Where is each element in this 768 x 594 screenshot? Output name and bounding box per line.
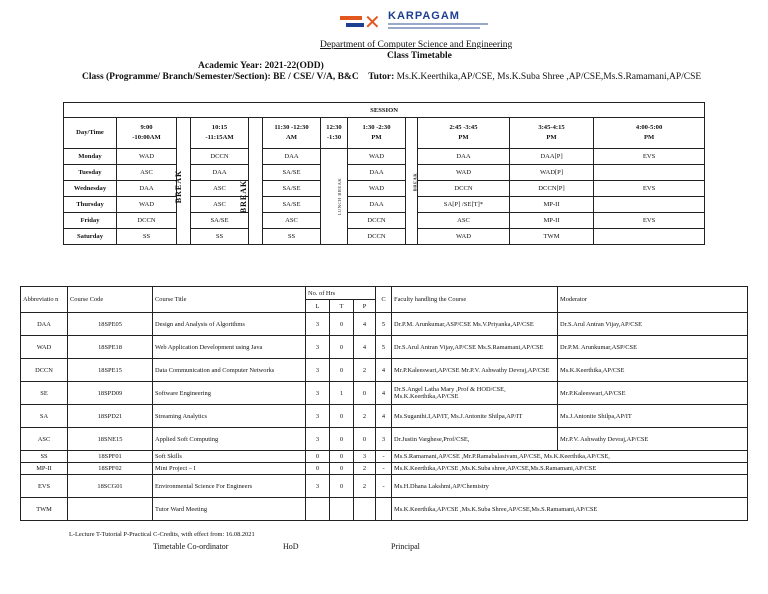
slot-cell: WAD[P] (510, 165, 594, 181)
course-moderator: Dr.P.M. Arunkumar,ASP/CSE (558, 336, 748, 359)
course-l: 3 (306, 475, 330, 498)
period-3-header: 11:30 -12:30 AM (263, 118, 321, 149)
slot-cell (594, 165, 705, 181)
course-l: 0 (306, 451, 330, 463)
department-title: Department of Computer Science and Engineering (320, 40, 513, 50)
slot-cell: DAA (117, 181, 177, 197)
course-title: Design and Analysis of Algorithms (153, 313, 306, 336)
course-row (21, 313, 748, 336)
credits-header: C (376, 287, 392, 313)
slot-cell (594, 197, 705, 213)
day-row (64, 213, 705, 229)
slot-cell: EVS (594, 149, 705, 165)
course-moderator: Ms.K.Keerthika,AP/CSE (558, 359, 748, 382)
course-row (21, 405, 748, 428)
course-p: 0 (354, 428, 376, 451)
course-title: Tutor Ward Meeting (153, 498, 306, 521)
course-faculty: Dr.S.Arul Antran Vijay,AP/CSE Ms.S.Ramamani,AP/CSE (392, 336, 558, 359)
course-t (330, 498, 354, 521)
slot-cell: ASC (191, 197, 249, 213)
academic-year: Academic Year: 2021-22(ODD) (198, 61, 324, 71)
slot-cell: WAD (418, 229, 510, 245)
slot-cell: DAA (348, 197, 406, 213)
slot-cell: DCCN (117, 213, 177, 229)
course-code: 18SPE15 (68, 359, 153, 382)
day-row (64, 229, 705, 245)
course-code: 18SCG01 (68, 475, 153, 498)
timetable-coordinator-signature: Timetable Co-ordinator (153, 542, 229, 551)
slot-cell: ASC (191, 181, 249, 197)
principal-signature: Principal (391, 542, 420, 551)
course-faculty: Ms.Suganthi.I,AP/IT, Ms.J.Antonite Shilpa,AP/IT (392, 405, 558, 428)
period-6-header: 2:45 -3:45 PM (418, 118, 510, 149)
break-label-1-wrap (170, 169, 184, 204)
tutor-label: Tutor: (368, 72, 395, 82)
course-c: 4 (376, 382, 392, 405)
course-code: 18SPE05 (68, 313, 153, 336)
faculty-header: Faculty handling the Course (392, 287, 558, 313)
slot-cell: EVS (594, 213, 705, 229)
college-logo (336, 9, 496, 35)
course-p (354, 498, 376, 521)
course-c: 4 (376, 405, 392, 428)
course-l: 0 (306, 463, 330, 475)
course-abbr: WAD (21, 336, 68, 359)
legend-note: L-Lecture T-Tutorial P-Practical C-Credits, with effect from: 16.08.2021 (69, 531, 255, 538)
course-t: 0 (330, 428, 354, 451)
course-title: Streaming Analytics (153, 405, 306, 428)
slot-cell: SA/SE (191, 213, 249, 229)
course-faculty: Ms.K.Keerthika,AP/CSE ,Ms.K.Suba shree,AP/CSE,Ms.S.Ramamani,AP/CSE (392, 463, 748, 475)
timetable (63, 102, 705, 245)
course-faculty: Ms.S.Ramamani,AP/CSE ,Mr.P.Ramabalasivam,AP/CSE, Ms.K.Keerthika,AP/CSE, (392, 451, 748, 463)
course-code: 18SPD09 (68, 382, 153, 405)
course-faculty: Dr.Justin Varghese,Prof/CSE, (392, 428, 558, 451)
hours-header: No. of Hrs (306, 287, 376, 300)
course-title: Data Communication and Computer Networks (153, 359, 306, 382)
slot-cell: SA/SE (263, 181, 321, 197)
course-row (21, 382, 748, 405)
course-l: 3 (306, 405, 330, 428)
slot-cell: SS (117, 229, 177, 245)
slot-cell: DCCN (348, 213, 406, 229)
course-code: 18SPE18 (68, 336, 153, 359)
course-row (21, 336, 748, 359)
course-abbr: SA (21, 405, 68, 428)
break-label-2-wrap (235, 179, 249, 214)
course-l: 3 (306, 359, 330, 382)
slot-cell: DCCN (191, 149, 249, 165)
day-label: Friday (64, 213, 117, 229)
hod-signature: HoD (283, 542, 299, 551)
course-abbr: TWM (21, 498, 68, 521)
course-l (306, 498, 330, 521)
day-label: Thursday (64, 197, 117, 213)
course-abbr: EVS (21, 475, 68, 498)
course-title: Software Engineering (153, 382, 306, 405)
course-c (376, 498, 392, 521)
slot-cell: EVS (594, 181, 705, 197)
course-row (21, 463, 748, 475)
course-l: 3 (306, 336, 330, 359)
slot-cell: DAA (191, 165, 249, 181)
course-moderator: Mr.P.V. Ashwathy Devraj,AP/CSE (558, 428, 748, 451)
slot-cell: MP-II (510, 197, 594, 213)
day-label: Monday (64, 149, 117, 165)
course-abbr: DCCN (21, 359, 68, 382)
slot-cell: DAA (263, 149, 321, 165)
session-header: SESSION (64, 103, 705, 118)
document-title: Class Timetable (387, 51, 452, 61)
course-c: - (376, 451, 392, 463)
course-t: 0 (330, 359, 354, 382)
day-row (64, 165, 705, 181)
day-time-header: Day/Time (64, 118, 117, 149)
course-c: 5 (376, 336, 392, 359)
course-faculty: Mr.P.Kaleeswari,AP/CSE Mr.P.V. Ashwathy Devraj,AP/CSE (392, 359, 558, 382)
course-c: - (376, 475, 392, 498)
course-p: 4 (354, 313, 376, 336)
slot-cell: SS (263, 229, 321, 245)
course-p: 2 (354, 359, 376, 382)
course-moderator: Ms.J.Antonite Shilpa,AP/IT (558, 405, 748, 428)
slot-cell: DAA[P] (510, 149, 594, 165)
course-c: - (376, 463, 392, 475)
course-p: 2 (354, 405, 376, 428)
course-code: 18SPD21 (68, 405, 153, 428)
moderator-header: Moderator (558, 287, 748, 313)
slot-cell: WAD (117, 149, 177, 165)
slot-cell: SS (191, 229, 249, 245)
break-column-2 (249, 118, 263, 245)
course-abbr: MP-II (21, 463, 68, 475)
course-row (21, 498, 748, 521)
lecture-header: L (306, 300, 330, 313)
course-table (20, 286, 748, 521)
lunch-break-label: LUNCH BREAK (337, 177, 343, 216)
day-row (64, 149, 705, 165)
abbr-header: Abbreviatio n (21, 287, 68, 313)
period-7-header: 3:45-4:15 PM (510, 118, 594, 149)
course-code: 18SPF02 (68, 463, 153, 475)
course-abbr: SE (21, 382, 68, 405)
tutor-names: Ms.K.Keerthika,AP/CSE, Ms.K.Suba Shree ,AP/CSE,Ms.S.Ramamani,AP/CSE (396, 72, 702, 82)
course-p: 4 (354, 336, 376, 359)
period-8-header: 4:00-5:00 PM (594, 118, 705, 149)
break-label-3: BREAK (412, 172, 418, 191)
break-label-2: BREAK (239, 179, 249, 214)
course-abbr: SS (21, 451, 68, 463)
period-2-header: 10:15 -11:15AM (191, 118, 249, 149)
slot-cell: DCCN (418, 181, 510, 197)
course-l: 3 (306, 313, 330, 336)
course-row (21, 475, 748, 498)
course-c: 4 (376, 359, 392, 382)
slot-cell: WAD (117, 197, 177, 213)
slot-cell: DCCN (348, 229, 406, 245)
day-row (64, 197, 705, 213)
course-title: Environmental Science For Engineers (153, 475, 306, 498)
course-abbr: ASC (21, 428, 68, 451)
course-p: 2 (354, 463, 376, 475)
course-title: Applied Soft Computing (153, 428, 306, 451)
course-t: 0 (330, 451, 354, 463)
day-label: Wednesday (64, 181, 117, 197)
course-p: 0 (354, 382, 376, 405)
course-p: 2 (354, 475, 376, 498)
tutorial-header: T (330, 300, 354, 313)
course-title: Web Application Development using Java (153, 336, 306, 359)
course-faculty: Ms.H.Dhana Lakshmi,AP/Chemistry (392, 475, 748, 498)
class-label: Class (Programme/ Branch/Semester/Section): BE / CSE/ V/A, B&C (82, 72, 359, 82)
slot-cell: DAA (348, 165, 406, 181)
course-faculty: Dr.P.M. Arunkumar,ASP/CSE Ms.V.Priyanka,AP/CSE (392, 313, 558, 336)
break-label-1: BREAK (174, 169, 184, 204)
course-t: 0 (330, 336, 354, 359)
course-t: 0 (330, 405, 354, 428)
break-column-3 (406, 118, 418, 245)
slot-cell: SA/SE (263, 165, 321, 181)
slot-cell: WAD (418, 165, 510, 181)
course-c: 5 (376, 313, 392, 336)
course-title: Mini Project – I (153, 463, 306, 475)
slot-cell: WAD (348, 149, 406, 165)
slot-cell (594, 229, 705, 245)
period-1-header: 9:00 -10:00AM (117, 118, 177, 149)
slot-cell: ASC (263, 213, 321, 229)
slot-cell: WAD (348, 181, 406, 197)
course-row (21, 451, 748, 463)
course-code: 18SPF01 (68, 451, 153, 463)
course-t: 0 (330, 463, 354, 475)
course-c: 3 (376, 428, 392, 451)
course-l: 3 (306, 382, 330, 405)
day-row (64, 181, 705, 197)
logo-text: KARPAGAM (388, 10, 460, 22)
slot-cell: SA/SE (263, 197, 321, 213)
slot-cell: MP-II (510, 213, 594, 229)
title-header: Course Title (153, 287, 306, 313)
slot-cell: TWM (510, 229, 594, 245)
code-header: Course Code (68, 287, 153, 313)
course-faculty: Dr.S.Angel Latha Mary ,Prof & HOD/CSE, Ms.K.Keerthika,AP/CSE (392, 382, 558, 405)
logo-mark-icon: ✕ (340, 12, 384, 30)
course-t: 1 (330, 382, 354, 405)
practical-header: P (354, 300, 376, 313)
course-p: 3 (354, 451, 376, 463)
course-faculty: Ms.K.Keerthika,AP/CSE ,Ms.K.Suba Shree,AP/CSE,Ms.S.Ramamani,AP/CSE (392, 498, 748, 521)
day-label: Saturday (64, 229, 117, 245)
course-row (21, 428, 748, 451)
period-4-header: 12:30 -1:30 (321, 118, 348, 149)
slot-cell: DAA (418, 149, 510, 165)
day-label: Tuesday (64, 165, 117, 181)
slot-cell: ASC (117, 165, 177, 181)
course-code (68, 498, 153, 521)
course-l: 3 (306, 428, 330, 451)
course-row (21, 359, 748, 382)
lunch-break-column (321, 149, 348, 245)
course-t: 0 (330, 475, 354, 498)
course-moderator: Mr.P.Kaleeswari,AP/CSE (558, 382, 748, 405)
course-abbr: DAA (21, 313, 68, 336)
course-moderator: Dr.S.Arul Antran Vijay,AP/CSE (558, 313, 748, 336)
course-t: 0 (330, 313, 354, 336)
slot-cell: ASC (418, 213, 510, 229)
course-code: 18SNE15 (68, 428, 153, 451)
slot-cell: DCCN[P] (510, 181, 594, 197)
slot-cell: SA[P] /SE[T]* (418, 197, 510, 213)
period-5-header: 1:30 -2:30 PM (348, 118, 406, 149)
class-info-line (82, 72, 701, 82)
course-title: Soft Skills (153, 451, 306, 463)
